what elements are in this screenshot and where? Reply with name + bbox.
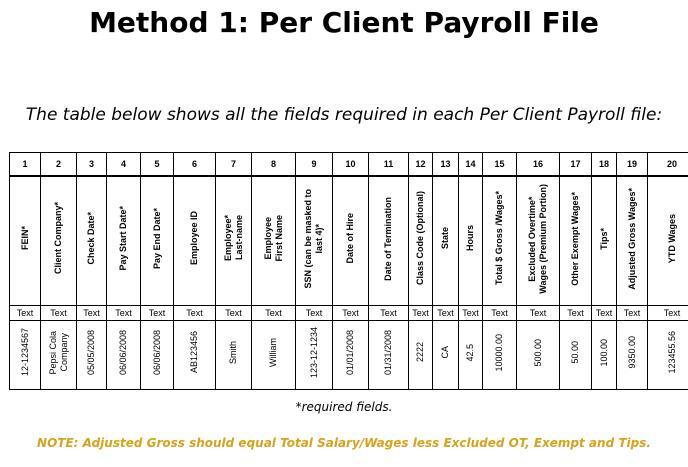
example-value: 06/06/2008 (151, 329, 162, 376)
column-number: 10 (333, 153, 369, 177)
data-type-cell: Text (433, 306, 459, 321)
column-header-label: Date of Hire (345, 213, 355, 264)
example-value-cell (10, 321, 41, 390)
page-title: Method 1: Per Client Payroll File (89, 6, 599, 39)
example-value-cell (252, 321, 296, 390)
column-header-cell (409, 176, 433, 306)
column-number: 5 (141, 153, 174, 177)
column-header-cell (10, 176, 41, 306)
data-type-cell: Text (483, 306, 517, 321)
column-header-cell (296, 176, 333, 306)
column-header-cell (107, 176, 141, 306)
example-value: 9350.00 (626, 336, 637, 369)
required-fields-footnote: *required fields. (295, 400, 393, 414)
column-header-label: Adjusted Gross Wages* (626, 187, 637, 290)
column-header-label: Employee* Last-name (222, 215, 244, 262)
example-value-cell (216, 321, 252, 390)
example-value: 05/05/2008 (86, 329, 96, 376)
example-value: 12-1234567 (19, 328, 30, 377)
column-header-label: Pay Start Date* (118, 206, 128, 271)
column-number: 1 (10, 153, 41, 177)
column-header-label: Other Exempt Wages* (570, 191, 580, 286)
column-header-label: Class Code (Optional) (415, 191, 425, 286)
column-header-cell (483, 176, 517, 306)
column-number: 17 (560, 153, 592, 177)
column-header-label: Excluded Overtime* Wages (Premium Portion) (527, 183, 548, 294)
example-value-cell (648, 321, 688, 390)
example-value-cell (409, 321, 433, 390)
example-value-row (10, 321, 688, 390)
data-type-cell: Text (216, 306, 252, 321)
column-header-cell (41, 176, 77, 306)
data-type-cell: Text (459, 306, 483, 321)
column-number: 9 (296, 153, 333, 177)
column-header-cell (252, 176, 296, 306)
data-type-cell: Text (617, 306, 648, 321)
data-type-cell: Text (517, 306, 560, 321)
example-value-cell (617, 321, 648, 390)
column-number: 14 (459, 153, 483, 177)
adjusted-gross-note (0, 434, 688, 452)
data-type-cell: Text (560, 306, 592, 321)
example-value-cell (369, 321, 409, 390)
column-header-label: Total $ Gross /Wages* (494, 191, 504, 286)
column-header-cell (141, 176, 174, 306)
column-number: 13 (433, 153, 459, 177)
data-type-cell: Text (252, 306, 296, 321)
example-value-cell (517, 321, 560, 390)
column-header-cell (174, 176, 216, 306)
column-header-label: Date of Termination (383, 196, 393, 281)
column-header-label: Pay End Date* (151, 207, 162, 270)
example-value-cell (433, 321, 459, 390)
data-type-cell: Text (409, 306, 433, 321)
column-header-cell (459, 176, 483, 306)
example-value: 500.00 (532, 338, 543, 367)
column-header-label: Employee ID (189, 211, 199, 266)
column-number: 3 (77, 153, 107, 177)
data-type-cell: Text (369, 306, 409, 321)
data-type-cell: Text (41, 306, 77, 321)
data-type-cell: Text (141, 306, 174, 321)
column-number: 12 (409, 153, 433, 177)
example-value-cell (107, 321, 141, 390)
column-header-label: Hours (465, 225, 475, 252)
example-value-cell (174, 321, 216, 390)
column-number: 15 (483, 153, 517, 177)
data-type-cell: Text (174, 306, 216, 321)
example-value: 06/06/2008 (118, 329, 128, 376)
column-header-cell (517, 176, 560, 306)
example-value: 50.00 (570, 341, 580, 364)
column-header-label: YTD Wages (666, 213, 677, 264)
example-value-cell (77, 321, 107, 390)
example-value: AB123456 (189, 331, 199, 374)
data-type-cell: Text (592, 306, 617, 321)
column-number: 2 (41, 153, 77, 177)
column-number: 8 (252, 153, 296, 177)
data-type-cell: Text (648, 306, 688, 321)
note-text: NOTE: Adjusted Gross should equal Total Salary/Wages less Excluded OT, Exempt and Tips. (37, 436, 651, 450)
example-value: 100.00 (598, 338, 609, 367)
data-type-cell: Text (77, 306, 107, 321)
example-value: William (268, 338, 278, 367)
column-header-cell (648, 176, 688, 306)
column-header-label: SSN (can be masked to last 4)* (303, 188, 324, 289)
example-value: 01/31/2008 (383, 329, 393, 376)
example-value-cell (141, 321, 174, 390)
example-value: 10000.00 (494, 333, 504, 372)
column-number-row (10, 153, 688, 177)
data-type-cell: Text (296, 306, 333, 321)
data-type-cell: Text (107, 306, 141, 321)
column-header-label: FEIN* (19, 226, 30, 251)
column-header-cell (216, 176, 252, 306)
example-value-cell (41, 321, 77, 390)
column-header-cell (333, 176, 369, 306)
column-number: 18 (592, 153, 617, 177)
example-value: Smith (228, 340, 238, 364)
example-value-cell (333, 321, 369, 390)
column-header-cell (617, 176, 648, 306)
column-header-cell (592, 176, 617, 306)
payroll-fields-table (9, 152, 688, 390)
example-value-cell (592, 321, 617, 390)
table-intro-text: The table below shows all the fields required in each Per Client Payroll file: (25, 105, 663, 125)
data-type-row (10, 306, 688, 321)
column-number: 16 (517, 153, 560, 177)
column-header-cell (560, 176, 592, 306)
example-value-cell (483, 321, 517, 390)
column-header-cell (369, 176, 409, 306)
column-number: 20 (648, 153, 688, 177)
example-value: 42.5 (465, 343, 475, 362)
column-number: 19 (617, 153, 648, 177)
column-header-label: Check Date* (86, 212, 96, 265)
column-header-label: State (440, 227, 450, 250)
example-value: Pepsi Cola Company (47, 330, 69, 375)
example-value-cell (296, 321, 333, 390)
example-value: 123455.56 (666, 331, 677, 374)
column-number: 4 (107, 153, 141, 177)
data-type-cell: Text (333, 306, 369, 321)
column-header-cell (77, 176, 107, 306)
column-header-label: Client Company* (53, 202, 63, 275)
column-header-label: Tips* (598, 227, 609, 250)
example-value-cell (560, 321, 592, 390)
example-value: 2222 (415, 342, 425, 363)
column-header-row (10, 176, 688, 306)
data-type-cell: Text (10, 306, 41, 321)
column-number: 7 (216, 153, 252, 177)
column-header-cell (433, 176, 459, 306)
example-value: 01/01/2008 (345, 329, 355, 376)
column-number: 6 (174, 153, 216, 177)
example-value-cell (459, 321, 483, 390)
example-value: 123-12-1234 (308, 326, 319, 379)
column-number: 11 (369, 153, 409, 177)
example-value: CA (440, 346, 450, 359)
column-header-label: Employee First Name (262, 215, 284, 262)
